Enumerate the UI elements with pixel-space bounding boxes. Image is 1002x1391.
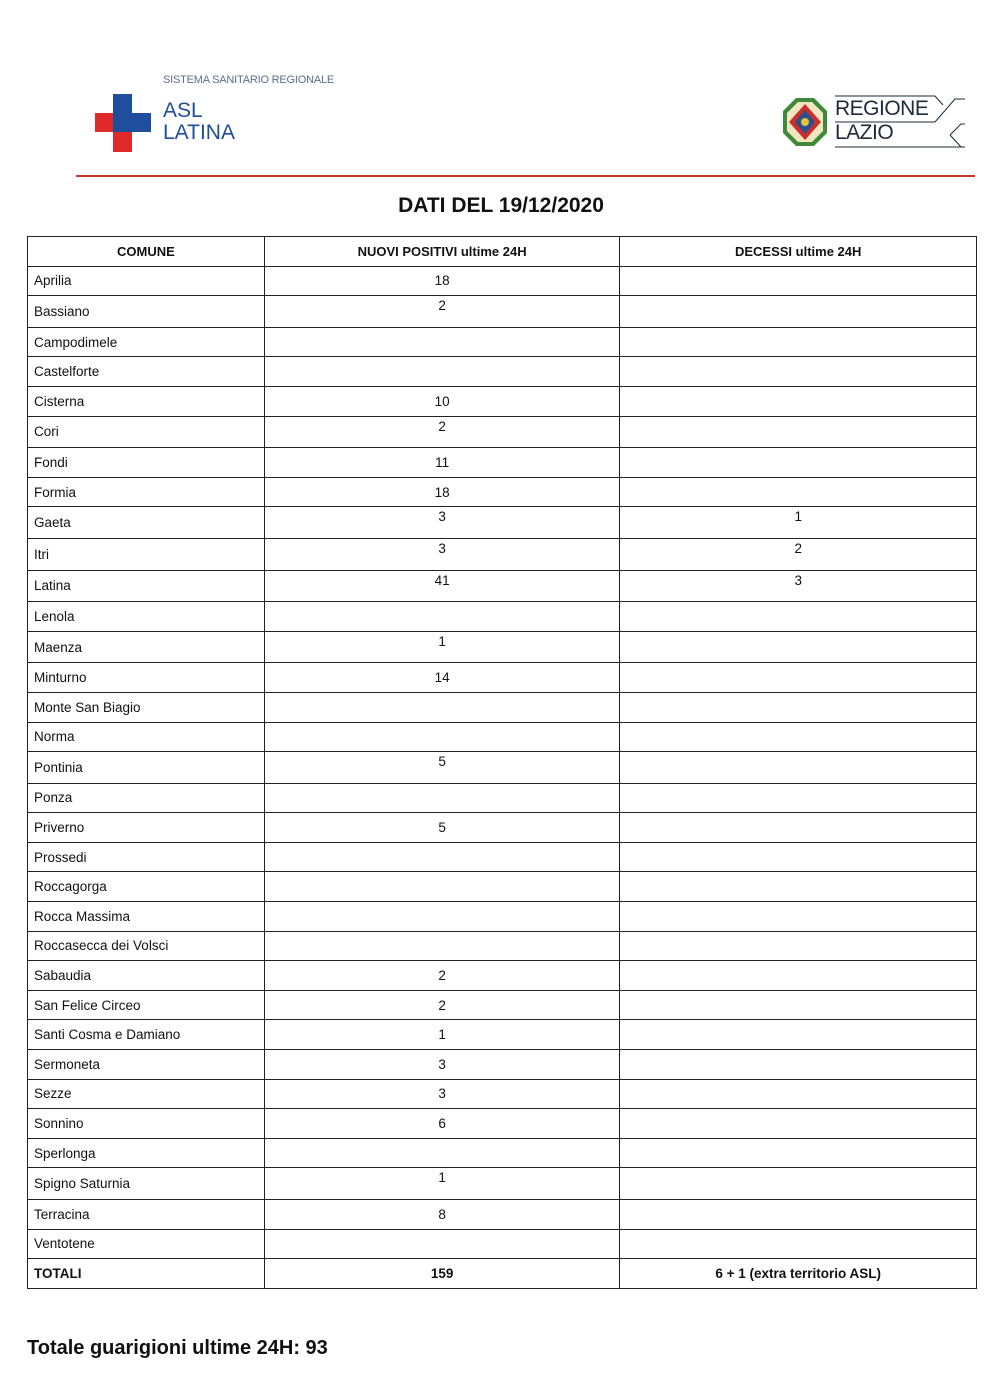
row-nuovi-positivi: 3 <box>264 538 620 570</box>
row-comune: Rocca Massima <box>28 902 265 932</box>
row-decessi <box>620 1138 977 1168</box>
regione-lazio-wordmark <box>835 97 928 145</box>
row-nuovi-positivi: 14 <box>264 663 620 693</box>
row-nuovi-positivi: 3 <box>264 507 620 539</box>
row-comune: Prossedi <box>28 842 265 872</box>
row-decessi <box>620 1020 977 1050</box>
row-comune: Bassiano <box>28 296 265 328</box>
row-nuovi-positivi <box>264 902 620 932</box>
row-nuovi-positivi <box>264 722 620 752</box>
row-nuovi-positivi: 2 <box>264 961 620 991</box>
row-comune: Gaeta <box>28 507 265 539</box>
row-comune: Spigno Saturnia <box>28 1168 265 1200</box>
row-comune: Aprilia <box>28 266 265 296</box>
row-decessi <box>620 296 977 328</box>
row-comune: Ventotene <box>28 1229 265 1259</box>
row-comune: San Felice Circeo <box>28 990 265 1020</box>
row-decessi <box>620 1229 977 1259</box>
row-decessi: 3 <box>620 570 977 602</box>
totals-decessi: 6 + 1 (extra territorio ASL) <box>620 1259 977 1289</box>
row-nuovi-positivi: 6 <box>264 1109 620 1139</box>
row-nuovi-positivi <box>264 931 620 961</box>
table-row <box>28 692 977 722</box>
totals-row <box>28 1259 977 1289</box>
row-nuovi-positivi: 41 <box>264 570 620 602</box>
asl-logo-line1: ASL <box>163 99 203 122</box>
row-comune: Norma <box>28 722 265 752</box>
row-comune: Terracina <box>28 1200 265 1230</box>
row-nuovi-positivi: 3 <box>264 1079 620 1109</box>
regione-lazio-logo <box>782 95 967 153</box>
row-decessi: 1 <box>620 507 977 539</box>
region-logo-line2: LAZIO <box>835 121 894 144</box>
row-nuovi-positivi: 5 <box>264 752 620 784</box>
row-decessi <box>620 416 977 448</box>
row-comune: Cori <box>28 416 265 448</box>
row-comune: Monte San Biagio <box>28 692 265 722</box>
table-header-row <box>28 237 977 267</box>
row-nuovi-positivi <box>264 783 620 813</box>
row-decessi <box>620 1168 977 1200</box>
row-comune: Santi Cosma e Damiano <box>28 1020 265 1050</box>
row-nuovi-positivi <box>264 1138 620 1168</box>
row-decessi <box>620 602 977 632</box>
table-row <box>28 842 977 872</box>
row-decessi <box>620 990 977 1020</box>
column-header-nuovi-positivi: NUOVI POSITIVI ultime 24H <box>264 237 620 267</box>
row-nuovi-positivi: 1 <box>264 1168 620 1200</box>
asl-latina-logo <box>95 72 355 157</box>
column-header-comune: COMUNE <box>28 237 265 267</box>
table-row <box>28 1200 977 1230</box>
row-nuovi-positivi: 2 <box>264 416 620 448</box>
row-decessi <box>620 1109 977 1139</box>
table-row <box>28 902 977 932</box>
table-row <box>28 961 977 991</box>
column-header-decessi: DECESSI ultime 24H <box>620 237 977 267</box>
row-comune: Sabaudia <box>28 961 265 991</box>
row-comune: Sperlonga <box>28 1138 265 1168</box>
table-row <box>28 990 977 1020</box>
medical-cross-icon <box>95 94 151 152</box>
row-comune: Sonnino <box>28 1109 265 1139</box>
header-divider <box>76 175 975 177</box>
row-comune: Formia <box>28 477 265 507</box>
row-decessi: 2 <box>620 538 977 570</box>
table-row <box>28 448 977 478</box>
table-row <box>28 1020 977 1050</box>
row-decessi <box>620 872 977 902</box>
table-row <box>28 1168 977 1200</box>
table-row <box>28 1109 977 1139</box>
row-decessi <box>620 663 977 693</box>
row-decessi <box>620 1200 977 1230</box>
row-comune: Priverno <box>28 813 265 843</box>
totals-label: TOTALI <box>28 1259 265 1289</box>
table-row <box>28 813 977 843</box>
row-nuovi-positivi <box>264 357 620 387</box>
row-nuovi-positivi: 1 <box>264 631 620 663</box>
row-decessi <box>620 1050 977 1080</box>
row-decessi <box>620 327 977 357</box>
row-decessi <box>620 931 977 961</box>
table-row <box>28 416 977 448</box>
row-decessi <box>620 842 977 872</box>
asl-logo-subtitle: SISTEMA SANITARIO REGIONALE <box>163 74 335 86</box>
table-row <box>28 570 977 602</box>
row-comune: Castelforte <box>28 357 265 387</box>
row-decessi <box>620 266 977 296</box>
region-logo-line1: REGIONE <box>835 97 929 120</box>
row-comune: Campodimele <box>28 327 265 357</box>
row-nuovi-positivi: 2 <box>264 296 620 328</box>
row-decessi <box>620 692 977 722</box>
row-comune: Fondi <box>28 448 265 478</box>
row-decessi <box>620 783 977 813</box>
table-row <box>28 602 977 632</box>
row-comune: Minturno <box>28 663 265 693</box>
table-row <box>28 663 977 693</box>
page-title: DATI DEL 19/12/2020 <box>398 194 604 217</box>
row-nuovi-positivi: 8 <box>264 1200 620 1230</box>
totals-positivi: 159 <box>264 1259 620 1289</box>
row-decessi <box>620 631 977 663</box>
row-comune: Roccagorga <box>28 872 265 902</box>
municipality-data-table <box>27 236 977 1289</box>
row-nuovi-positivi: 5 <box>264 813 620 843</box>
row-comune: Roccasecca dei Volsci <box>28 931 265 961</box>
table-row <box>28 1079 977 1109</box>
asl-logo-line2: LATINA <box>163 121 235 144</box>
regione-lazio-emblem-icon <box>782 97 828 147</box>
row-nuovi-positivi: 2 <box>264 990 620 1020</box>
table-row <box>28 631 977 663</box>
row-comune: Itri <box>28 538 265 570</box>
row-nuovi-positivi <box>264 842 620 872</box>
table-row <box>28 538 977 570</box>
table-row <box>28 507 977 539</box>
row-nuovi-positivi: 10 <box>264 386 620 416</box>
row-decessi <box>620 448 977 478</box>
row-comune: Sezze <box>28 1079 265 1109</box>
row-comune: Latina <box>28 570 265 602</box>
table-row <box>28 931 977 961</box>
row-comune: Pontinia <box>28 752 265 784</box>
row-nuovi-positivi <box>264 602 620 632</box>
row-decessi <box>620 357 977 387</box>
row-nuovi-positivi: 3 <box>264 1050 620 1080</box>
table-row <box>28 477 977 507</box>
recoveries-summary: Totale guarigioni ultime 24H: 93 <box>27 1337 328 1359</box>
table-row <box>28 266 977 296</box>
row-nuovi-positivi <box>264 327 620 357</box>
row-decessi <box>620 902 977 932</box>
row-nuovi-positivi <box>264 872 620 902</box>
row-comune: Ponza <box>28 783 265 813</box>
table-row <box>28 1138 977 1168</box>
row-nuovi-positivi: 18 <box>264 266 620 296</box>
row-nuovi-positivi: 1 <box>264 1020 620 1050</box>
table-row <box>28 722 977 752</box>
row-decessi <box>620 722 977 752</box>
row-comune: Lenola <box>28 602 265 632</box>
row-comune: Maenza <box>28 631 265 663</box>
row-decessi <box>620 961 977 991</box>
table-row <box>28 1050 977 1080</box>
asl-logo-name <box>163 100 235 144</box>
row-decessi <box>620 752 977 784</box>
row-nuovi-positivi: 11 <box>264 448 620 478</box>
table-row <box>28 327 977 357</box>
table-row <box>28 357 977 387</box>
table-row <box>28 872 977 902</box>
row-decessi <box>620 386 977 416</box>
table-row <box>28 783 977 813</box>
row-comune: Sermoneta <box>28 1050 265 1080</box>
row-decessi <box>620 813 977 843</box>
table-row <box>28 296 977 328</box>
table-row <box>28 1229 977 1259</box>
row-nuovi-positivi <box>264 692 620 722</box>
table-row <box>28 752 977 784</box>
table-row <box>28 386 977 416</box>
row-decessi <box>620 477 977 507</box>
row-comune: Cisterna <box>28 386 265 416</box>
row-decessi <box>620 1079 977 1109</box>
row-nuovi-positivi <box>264 1229 620 1259</box>
row-nuovi-positivi: 18 <box>264 477 620 507</box>
